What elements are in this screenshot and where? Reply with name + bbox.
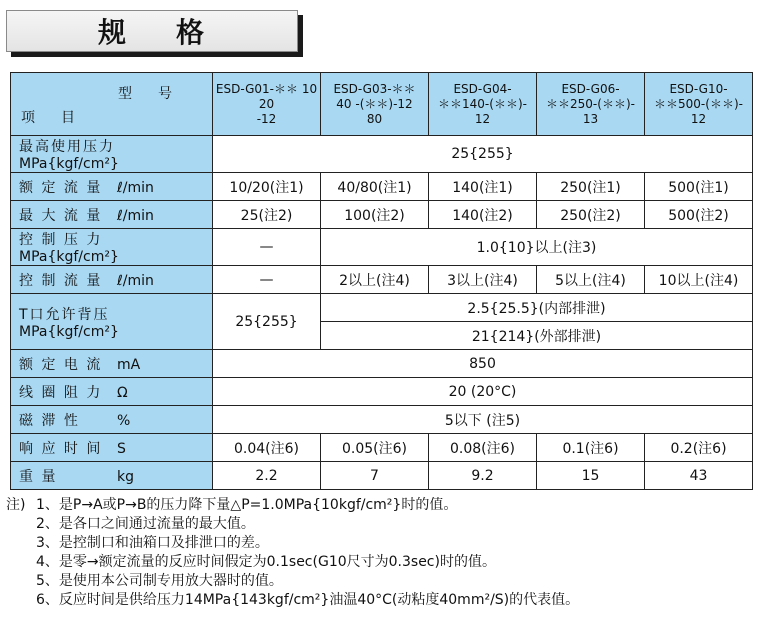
title-plaque: [6, 10, 298, 52]
table-cell: 21{214}(外部排泄): [321, 322, 753, 350]
table-cell: 140(注1): [429, 173, 537, 201]
table-cell: 2.5{25.5}(内部排泄): [321, 294, 753, 322]
table-cell: 250(注1): [537, 173, 645, 201]
note-item: 3、是控制口和油箱口及排泄口的差。: [36, 535, 269, 551]
table-cell: 0.05(注6): [321, 434, 429, 462]
row-hysteresis: [11, 406, 753, 434]
table-cell: 7: [321, 462, 429, 490]
row-coil-resistance: [11, 378, 753, 406]
notes-prefix: 注): [6, 497, 26, 513]
table-cell: 850: [213, 350, 753, 378]
table-cell: 10以上(注4): [645, 266, 753, 294]
table-cell: 15: [537, 462, 645, 490]
table-cell: 500(注1): [645, 173, 753, 201]
table-cell: 10/20(注1): [213, 173, 321, 201]
page-title: 规 格: [97, 16, 207, 49]
row-label: 额 定 电 流 mA: [11, 350, 213, 378]
table-cell: —: [213, 266, 321, 294]
table-cell: 100(注2): [321, 201, 429, 229]
row-label: 重 量 kg: [11, 462, 213, 490]
row-rated-current: [11, 350, 753, 378]
table-cell: 0.1(注6): [537, 434, 645, 462]
table-cell: 0.08(注6): [429, 434, 537, 462]
row-label: 控 制 流 量 ℓ/min: [11, 266, 213, 294]
notes-section: [6, 496, 758, 610]
table-cell: 0.04(注6): [213, 434, 321, 462]
row-label: 最高使用压力MPa{kgf/cm²}: [11, 136, 213, 173]
model-header-g06: ESD-G06- ＊＊250-(＊＊)- 13: [537, 73, 645, 136]
header-corner: 型号 项目: [11, 73, 213, 136]
spec-table: [10, 72, 753, 490]
table-cell: 2以上(注4): [321, 266, 429, 294]
table-cell: 500(注2): [645, 201, 753, 229]
table-cell: —: [213, 229, 321, 266]
note-item: 6、反应时间是供给压力14MPa{143kgf/cm²}油温40°C(动粘度40mm²/S)的代表值。: [36, 592, 580, 608]
row-control-pressure: [11, 229, 753, 266]
table-cell: 25{255}: [213, 294, 321, 350]
header-row: [11, 73, 753, 136]
row-label: 线 圈 阻 力 Ω: [11, 378, 213, 406]
row-response-time: [11, 434, 753, 462]
table-cell: 5以下 (注5): [213, 406, 753, 434]
row-t-back-pressure: [11, 294, 753, 322]
row-label: 额 定 流 量 ℓ/min: [11, 173, 213, 201]
note-item: 注) 1、是P→A或P→B的压力降下量△P=1.0MPa{10kgf/cm²}时的值。: [6, 497, 458, 513]
table-cell: 140(注2): [429, 201, 537, 229]
table-cell: 3以上(注4): [429, 266, 537, 294]
table-cell: 2.2: [213, 462, 321, 490]
table-cell: 0.2(注6): [645, 434, 753, 462]
row-label: 控 制 压 力MPa{kgf/cm²}: [11, 229, 213, 266]
model-header-g04: ESD-G04- ＊＊140-(＊＊)- 12: [429, 73, 537, 136]
row-label: 最 大 流 量 ℓ/min: [11, 201, 213, 229]
note-item: 2、是各口之间通过流量的最大值。: [36, 516, 255, 532]
model-header-g03: ESD-G03-＊＊ 40 -(＊＊)-12 80: [321, 73, 429, 136]
row-control-flow: [11, 266, 753, 294]
row-rated-flow: [11, 173, 753, 201]
note-item: 4、是零→额定流量的反应时间假定为0.1sec(G10尺寸为0.3sec)时的值。: [36, 554, 496, 570]
row-max-pressure: [11, 136, 753, 173]
table-cell: 250(注2): [537, 201, 645, 229]
row-label: 磁 滞 性 %: [11, 406, 213, 434]
table-cell: 25(注2): [213, 201, 321, 229]
row-max-flow: [11, 201, 753, 229]
model-header-g01: ESD-G01-＊＊ 10 20 -12: [213, 73, 321, 136]
table-cell: 1.0{10}以上(注3): [321, 229, 753, 266]
table-cell: 9.2: [429, 462, 537, 490]
note-item: 5、是使用本公司制专用放大器时的值。: [36, 573, 283, 589]
row-label: 响 应 时 间 S: [11, 434, 213, 462]
table-cell: 25{255}: [213, 136, 753, 173]
table-cell: 40/80(注1): [321, 173, 429, 201]
model-header-g10: ESD-G10- ＊＊500-(＊＊)- 12: [645, 73, 753, 136]
table-cell: 20 (20°C): [213, 378, 753, 406]
row-label: T口允许背压MPa{kgf/cm²}: [11, 294, 213, 350]
row-weight: [11, 462, 753, 490]
table-cell: 5以上(注4): [537, 266, 645, 294]
table-cell: 43: [645, 462, 753, 490]
